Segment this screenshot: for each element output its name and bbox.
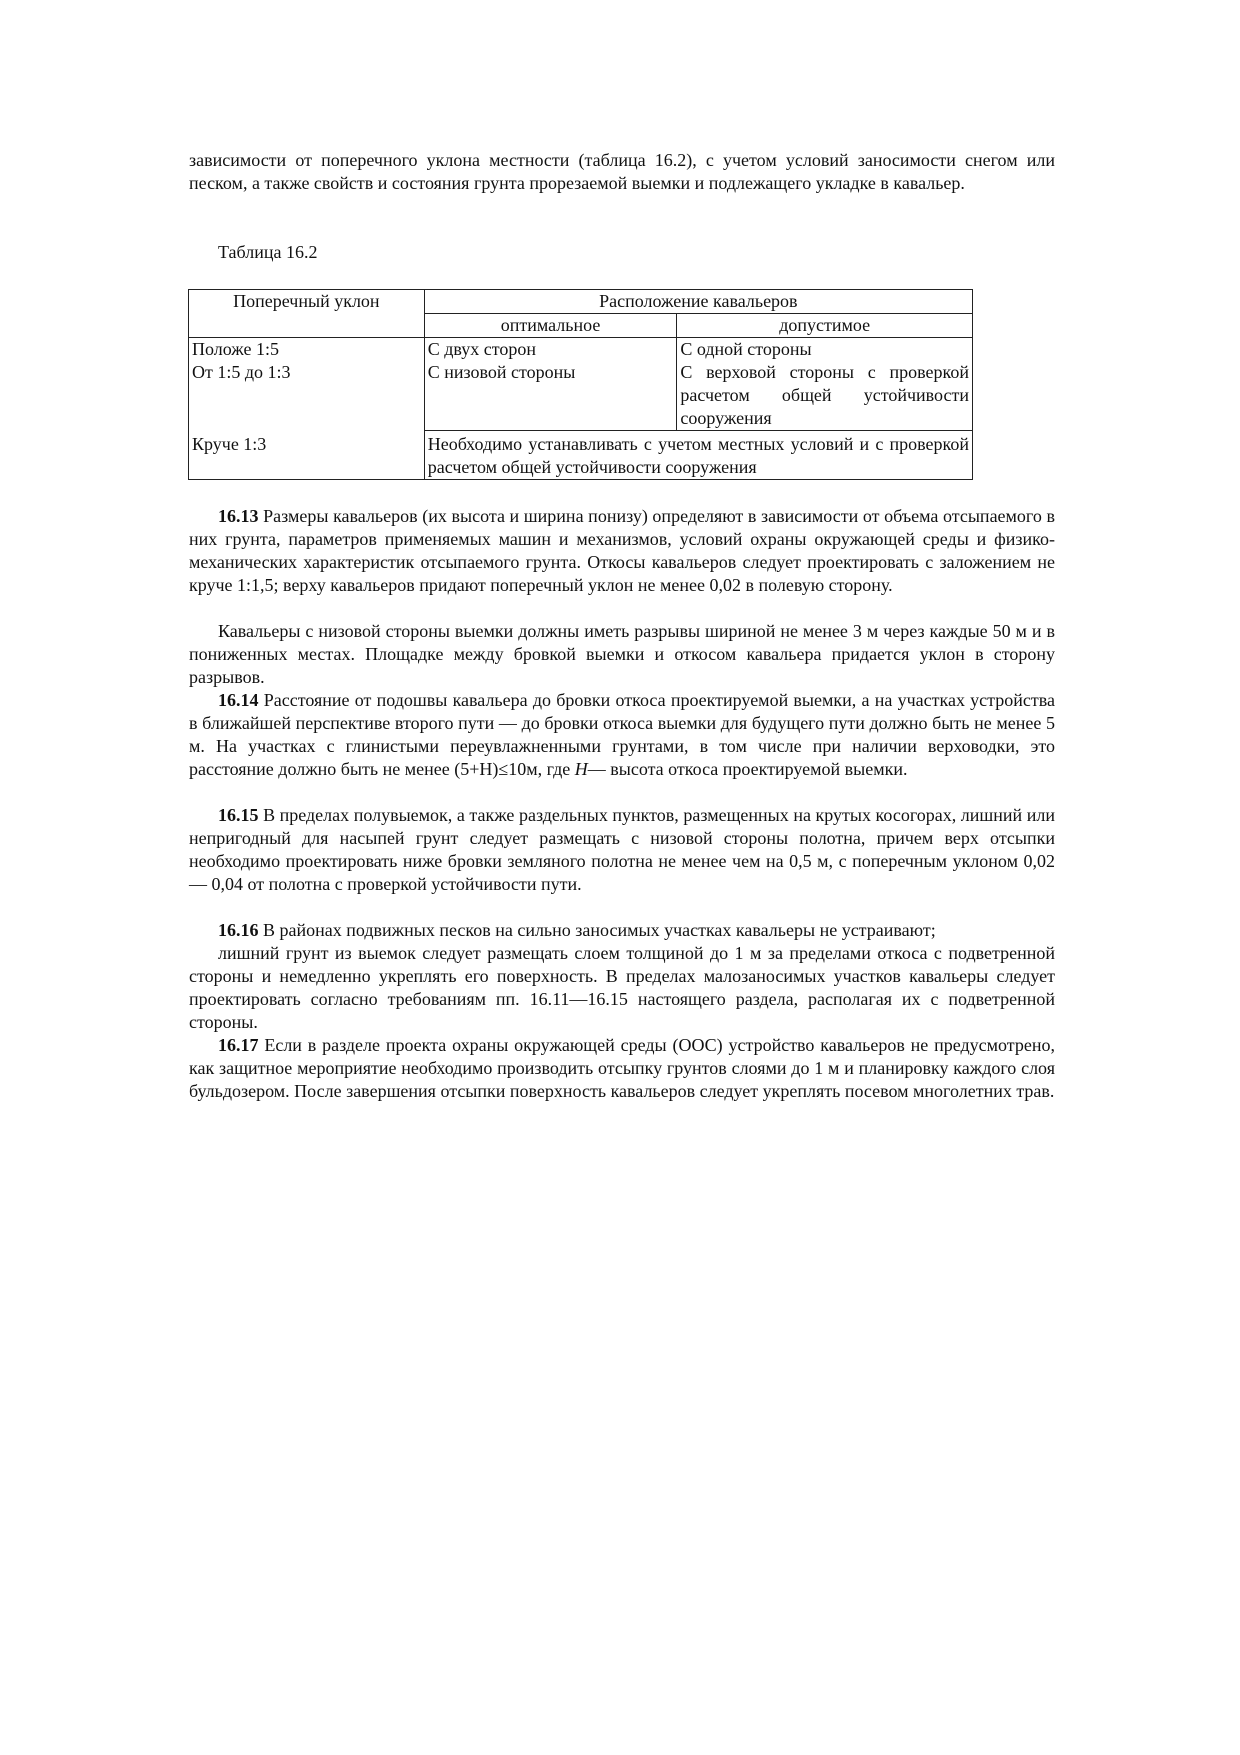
cell-allowed: С одной стороны (677, 338, 973, 362)
section-text: Размеры кавальеров (их высота и ширина понизу) определяют в зависимости от объема отсыпаемого в них грунта, параметров применяемых машин и механизмов, условий охраны окружающей среды и физико-механических характеристик отсыпаемого грунта. Откосы кавальеров следует проектировать с заложением не круче 1:1,5; верху кавальеров придают поперечный уклон не менее 0,02 в полевую сторону. (189, 506, 1055, 595)
table-caption: Таблица 16.2 (218, 242, 318, 262)
section-number: 16.17 (218, 1035, 259, 1055)
section-16-16 (189, 919, 1055, 942)
cell-slope: Круче 1:3 (189, 431, 425, 480)
table-row (189, 431, 973, 480)
section-16-13-cont: Кавальеры с низовой стороны выемки должны иметь разрывы шириной не менее 3 м через каждые 50 м и в пониженных местах. Площадке между бровкой выемки и откосом кавальера придается уклон в сторону разрывов. (189, 621, 1055, 687)
header-placement: Расположение кавальеров (424, 290, 972, 314)
section-16-14 (189, 689, 1055, 781)
cell-merged: Необходимо устанавливать с учетом местных условий и с проверкой расчетом общей устойчивости сооружения (424, 431, 972, 480)
section-text: В пределах полувыемок, а также раздельных пунктов, размещенных на крутых косогорах, лишний или непригодный для насыпей грунт следует размещать с низовой стороны полотна, причем верх отсыпки необходимо проектировать ниже бровки земляного полотна не менее чем на 0,5 м, с поперечным уклоном 0,02— 0,04 от полотна с проверкой устойчивости пути. (189, 805, 1055, 894)
section-16-15 (189, 804, 1055, 896)
section-text: Расстояние от подошвы кавальера до бровки откоса проектируемой выемки, а на участках устройства в ближайшей перспективе второго пути — до бровки откоса выемки для будущего пути должно быть не менее 5 м. На участках с глинистыми переувлажненными грунтами, в том числе при наличии верховодки, это расстояние должно быть не менее (5+Н)≤10м, где (189, 690, 1055, 779)
cell-slope: От 1:5 до 1:3 (189, 361, 425, 431)
cell-optimal: С низовой стороны (424, 361, 677, 431)
cavalier-placement-table (188, 289, 973, 480)
section-text: В районах подвижных песков на сильно заносимых участках кавальеры не устраивают; (258, 920, 936, 940)
table-header-row (189, 290, 973, 314)
cell-optimal: С двух сторон (424, 338, 677, 362)
cell-allowed: С верховой стороны с проверкой расчетом общей устойчивости сооружения (677, 361, 973, 431)
header-allowed: допустимое (677, 314, 973, 338)
table-row (189, 361, 973, 431)
section-number: 16.13 (218, 506, 259, 526)
section-text-tail: — высота откоса проектируемой выемки. (587, 759, 908, 779)
section-number: 16.14 (218, 690, 259, 710)
header-optimal: оптимальное (424, 314, 677, 338)
section-16-17 (189, 1034, 1055, 1103)
table-row (189, 338, 973, 362)
header-slope: Поперечный уклон (189, 290, 425, 338)
section-number: 16.15 (218, 805, 259, 825)
variable-h: Н (574, 759, 588, 779)
section-number: 16.16 (218, 920, 259, 940)
section-16-13 (189, 505, 1055, 597)
section-16-16-cont: лишний грунт из выемок следует размещать слоем толщиной до 1 м за пределами откоса с подветренной стороны и немедленно укреплять его поверхность. В пределах малозаносимых участков кавальеры следует проектировать согласно требованиям пп. 16.11—16.15 настоящего раздела, располагая их с подветренной стороны. (189, 943, 1055, 1032)
intro-paragraph: зависимости от поперечного уклона местности (таблица 16.2), с учетом условий заносимости снегом или песком, а также свойств и состояния грунта прорезаемой выемки и подлежащего укладке в кавальер. (189, 150, 1055, 193)
section-text: Если в разделе проекта охраны окружающей среды (ООС) устройство кавальеров не предусмотрено, как защитное мероприятие необходимо производить отсыпку грунтов слоями до 1 м и планировку каждого слоя бульдозером. После завершения отсыпки поверхность кавальеров следует укреплять посевом многолетних трав. (189, 1035, 1055, 1101)
cell-slope: Положе 1:5 (189, 338, 425, 362)
